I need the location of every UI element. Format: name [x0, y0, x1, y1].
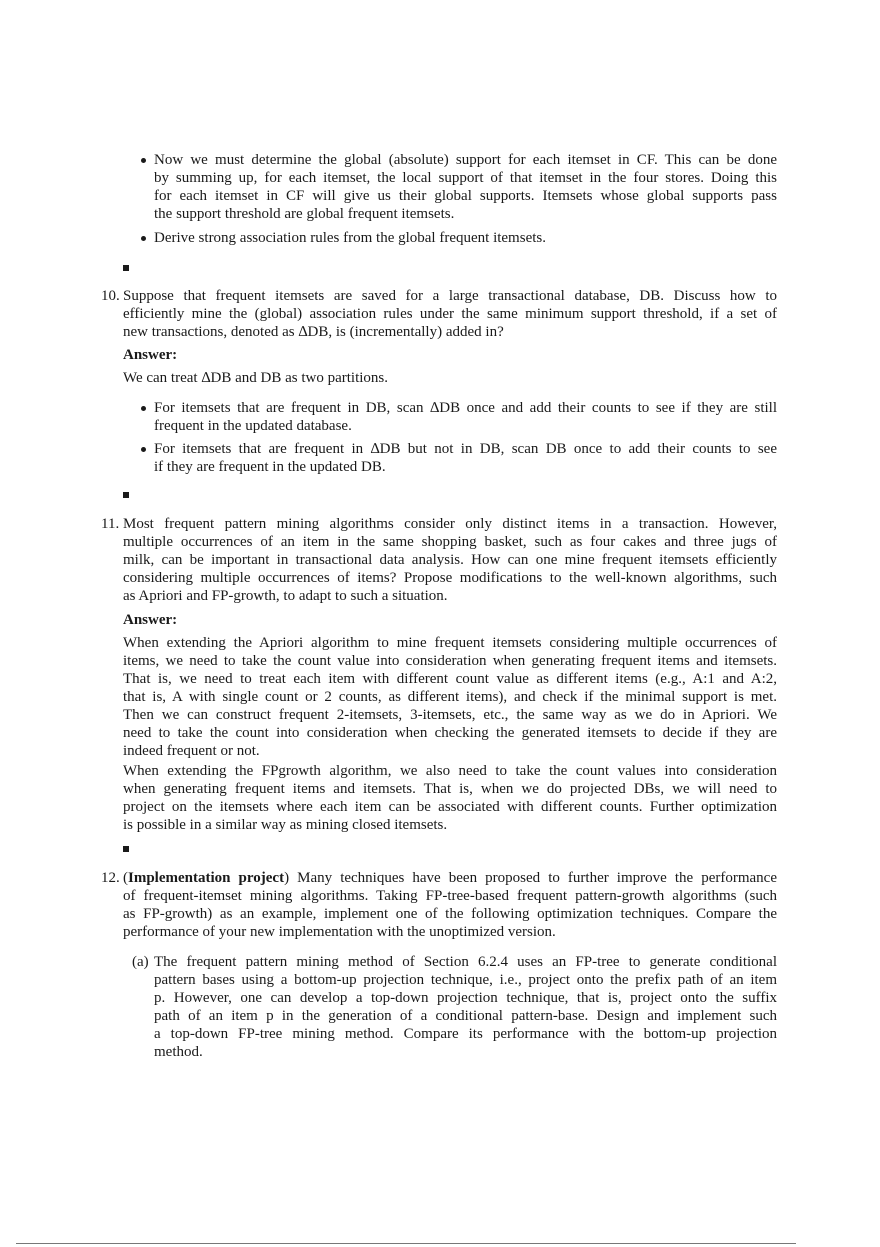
text-line: Suppose that frequent itemsets are saved for a large transactional database, DB. Discuss how to [123, 288, 777, 304]
text-line: pattern bases using a bottom-up projection technique, i.e., project onto the prefix path of an item [154, 972, 777, 988]
question-10 [101, 287, 777, 387]
text-line: a top-down FP-tree mining method. Compare its performance with the bottom-up projection [154, 1026, 777, 1042]
text-line: is possible in a similar way as mining closed itemsets. [123, 817, 448, 833]
text-line: milk, can be important in transactional data analysis. How can one mine frequent itemsets efficiently [123, 552, 777, 568]
text-line: Now we must determine the global (absolute) support for each itemset in CF. This can be done [154, 152, 777, 168]
text-line: Derive strong association rules from the global frequent itemsets. [154, 230, 546, 246]
text-line: for each itemset in CF will give us their global supports. Itemsets whose global supports pass [154, 188, 777, 204]
text-line: We can treat ∆DB and DB as two partitions. [123, 370, 388, 386]
footer-divider [16, 1243, 796, 1244]
text-line: by summing up, for each itemset, the local support of that itemset in the four stores. Doing this [154, 170, 777, 186]
bullet-icon [141, 406, 146, 411]
text-line: For itemsets that are frequent in DB, scan ∆DB once and add their counts to see if they are still [154, 400, 777, 416]
question-12 [101, 869, 777, 941]
q10-bullet-2 [154, 440, 777, 476]
qed-square-icon [123, 265, 129, 271]
text-line: as Apriori and FP-growth, to adapt to such a situation. [123, 588, 448, 604]
answer-paragraph-1 [123, 634, 777, 760]
qed-square-icon [123, 846, 129, 852]
qed-square-icon [123, 492, 129, 498]
question-11 [101, 515, 777, 834]
question-number: 12. [101, 870, 120, 886]
q10-bullet-1 [154, 399, 777, 435]
subquestion-label: (a) [132, 954, 149, 970]
cf-bullet-2 [154, 229, 777, 247]
text-line: Most frequent pattern mining algorithms consider only distinct items in a transaction. However, [123, 516, 777, 532]
bullet-icon [141, 236, 146, 241]
text-line: For itemsets that are frequent in ∆DB but not in DB, scan DB once to add their counts to see [154, 441, 777, 457]
text-line: performance of your new implementation with the unoptimized version. [123, 924, 556, 940]
text-line: path of an item p in the generation of a conditional pattern-base. Design and implement such [154, 1008, 777, 1024]
text-line: that is, A with single count or 2 counts, as different items), and check if the minimal support is met. [123, 689, 777, 705]
cf-bullet-1 [154, 151, 777, 223]
text-line: project on the itemsets where each item can be associated with different counts. Further optimization [123, 799, 777, 815]
text-line: the support threshold are global frequent itemsets. [154, 206, 455, 222]
text-line: need to take the count into consideration when checking the generated itemsets to decide if they are [123, 725, 777, 741]
text-line: multiple occurrences of an item in the same shopping basket, such as four cakes and three jugs of [123, 534, 777, 550]
text-line: as FP-growth) as an example, implement one of the following optimization techniques. Compare the [123, 906, 777, 922]
question-number: 10. [101, 288, 120, 304]
q12-subquestion-a [132, 953, 777, 1061]
text-line: new transactions, denoted as ∆DB, is (incrementally) added in? [123, 324, 504, 340]
bullet-icon [141, 447, 146, 452]
bold-label: Implementation project [128, 870, 285, 886]
text-line: Then we can construct frequent 2-itemsets, 3-itemsets, etc., the same way as we do in Apriori. We [123, 707, 777, 723]
text-line: considering multiple occurrences of items? Propose modifications to the well-known algorithms, such [123, 570, 777, 586]
text-line: (Implementation project) Many techniques have been proposed to further improve the performance [123, 870, 777, 886]
text-line: frequent in the updated database. [154, 418, 352, 434]
text-line: p. However, one can develop a top-down projection technique, that is, project onto the suffix [154, 990, 777, 1006]
text-line: items, we need to take the count value into consideration when generating frequent items and itemsets. [123, 653, 777, 669]
text-line: efficiently mine the (global) association rules under the same minimum support threshold, if a set of [123, 306, 777, 322]
text-line: When extending the Apriori algorithm to mine frequent itemsets considering multiple occurrences of [123, 635, 777, 651]
text-line: of frequent-itemset mining algorithms. Taking FP-tree-based frequent pattern-growth algorithms (such [123, 888, 777, 904]
text-line: That is, we need to treat each item with different count value as different items (e.g., A:1 and A:2, [123, 671, 777, 687]
text-line: when generating frequent items and itemsets. That is, when we do projected DBs, we will need to [123, 781, 777, 797]
text-line: indeed frequent or not. [123, 743, 260, 759]
text-line: if they are frequent in the updated DB. [154, 459, 386, 475]
text-line: When extending the FPgrowth algorithm, we also need to take the count values into consideration [123, 763, 777, 779]
answer-paragraph-2 [123, 762, 777, 834]
bullet-icon [141, 158, 146, 163]
answer-label: Answer: [123, 347, 178, 363]
question-number: 11. [101, 516, 120, 532]
text-line: method. [154, 1044, 203, 1060]
answer-label: Answer: [123, 612, 178, 628]
text-line: The frequent pattern mining method of Section 6.2.4 uses an FP-tree to generate conditional [154, 954, 777, 970]
